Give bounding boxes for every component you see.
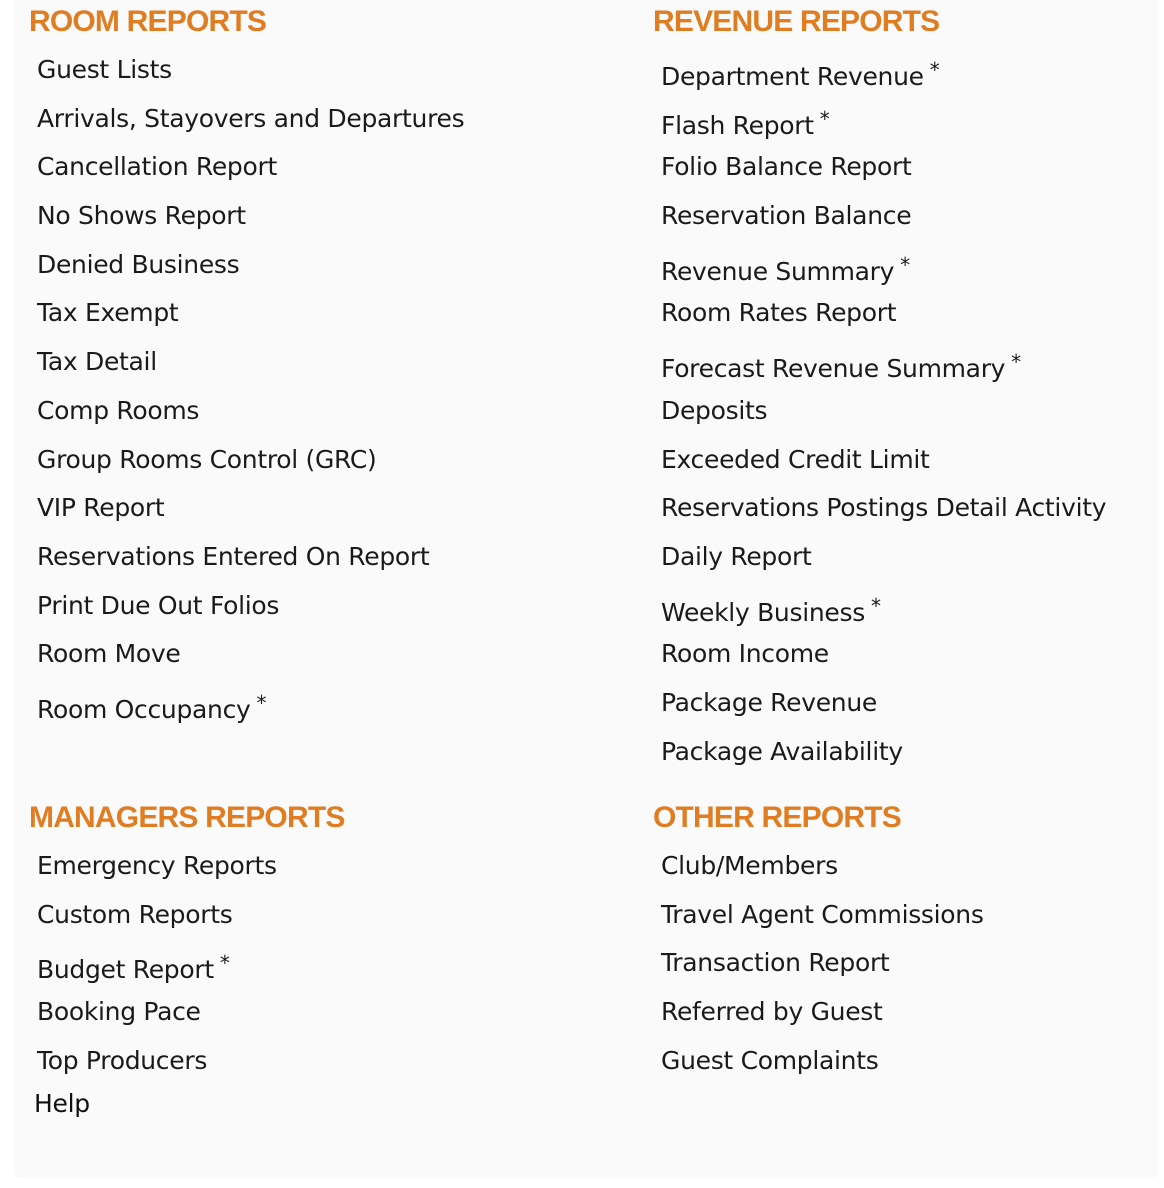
report-link-label: Guest Lists xyxy=(37,55,172,84)
report-link[interactable] xyxy=(661,632,1106,681)
report-link-label: Package Revenue xyxy=(661,687,877,717)
report-link-label: Reservations Postings Detail Activity xyxy=(661,493,1107,523)
report-link-label: Travel Agent Commissions xyxy=(661,899,984,929)
report-link[interactable] xyxy=(37,681,464,730)
report-link[interactable] xyxy=(661,438,1106,487)
report-link[interactable] xyxy=(661,486,1106,535)
report-link-label: Custom Reports xyxy=(37,899,233,929)
report-link-label: Budget Report xyxy=(37,955,214,985)
asterisk-marker: * xyxy=(900,252,910,277)
report-link[interactable] xyxy=(661,535,1106,584)
report-link-label: VIP Report xyxy=(37,493,165,523)
report-link-label: Denied Business xyxy=(37,249,240,279)
asterisk-marker: * xyxy=(1011,350,1021,375)
managers-reports-heading: MANAGERS REPORTS xyxy=(29,801,345,834)
report-link[interactable] xyxy=(661,681,1106,730)
report-link[interactable] xyxy=(661,584,1106,633)
room-reports-list xyxy=(37,48,464,730)
report-link-label: Club/Members xyxy=(661,851,838,880)
report-link[interactable] xyxy=(37,632,464,681)
report-link-label: Weekly Business xyxy=(661,597,865,627)
report-link[interactable] xyxy=(661,291,1106,340)
asterisk-marker: * xyxy=(929,58,940,82)
report-link[interactable] xyxy=(661,145,1106,194)
report-link[interactable] xyxy=(661,243,1106,292)
report-link[interactable] xyxy=(37,48,464,97)
report-link-label: Tax Exempt xyxy=(37,298,179,328)
revenue-reports-section xyxy=(653,2,1158,782)
report-link-label: Referred by Guest xyxy=(661,997,883,1027)
report-link[interactable] xyxy=(37,893,277,942)
report-link-label: Revenue Summary xyxy=(661,256,895,286)
room-reports-heading: ROOM REPORTS xyxy=(29,5,267,38)
report-link-label: Deposits xyxy=(661,395,768,425)
managers-reports-section xyxy=(29,798,609,1098)
report-link[interactable] xyxy=(37,389,464,438)
report-link-label: Group Rooms Control (GRC) xyxy=(37,444,377,474)
report-link-label: Reservation Balance xyxy=(661,201,912,231)
report-link[interactable] xyxy=(37,243,464,292)
report-link-label: Tax Detail xyxy=(37,347,157,377)
managers-reports-list xyxy=(37,844,277,1087)
report-link[interactable] xyxy=(661,990,984,1039)
other-reports-heading: OTHER REPORTS xyxy=(653,801,901,834)
report-link-label: Comp Rooms xyxy=(37,395,200,425)
asterisk-marker: * xyxy=(870,593,881,618)
report-link-label: Guest Complaints xyxy=(661,1045,879,1075)
report-link-label: Daily Report xyxy=(661,541,812,571)
report-link[interactable] xyxy=(37,535,464,584)
report-link-label: Room Income xyxy=(661,639,829,669)
report-link[interactable] xyxy=(661,844,984,893)
report-link[interactable] xyxy=(37,1039,277,1088)
revenue-reports-list xyxy=(661,48,1106,778)
report-link-label: Room Occupancy xyxy=(37,694,251,724)
report-link[interactable] xyxy=(661,97,1106,146)
report-link[interactable] xyxy=(37,584,464,633)
report-link-label: Forecast Revenue Summary xyxy=(661,354,1006,384)
report-link-label: Top Producers xyxy=(37,1045,208,1075)
report-link[interactable] xyxy=(37,340,464,389)
other-reports-list xyxy=(661,844,984,1087)
report-link-label: Arrivals, Stayovers and Departures xyxy=(37,103,465,133)
report-link[interactable] xyxy=(37,990,277,1039)
report-link-label: Flash Report xyxy=(661,110,814,140)
report-link-label: Room Rates Report xyxy=(661,298,897,328)
report-link[interactable] xyxy=(661,893,984,942)
report-link-label: No Shows Report xyxy=(37,201,246,231)
revenue-reports-heading: REVENUE REPORTS xyxy=(653,5,940,38)
report-link[interactable] xyxy=(37,291,464,340)
room-reports-section xyxy=(29,2,609,742)
report-link-label: Room Move xyxy=(37,639,181,669)
asterisk-marker: * xyxy=(219,951,230,976)
report-link-label: Folio Balance Report xyxy=(661,152,912,182)
report-link[interactable] xyxy=(37,941,277,990)
help-link[interactable]: Help xyxy=(34,1089,90,1118)
report-link-label: Transaction Report xyxy=(661,948,890,978)
report-link[interactable] xyxy=(661,389,1106,438)
report-link-label: Department Revenue xyxy=(661,62,924,91)
report-link-label: Reservations Entered On Report xyxy=(37,541,430,571)
asterisk-marker: * xyxy=(819,106,830,131)
report-link[interactable] xyxy=(661,340,1106,389)
report-link-label: Package Availability xyxy=(661,736,903,766)
other-reports-section xyxy=(653,798,1158,1098)
report-link-label: Booking Pace xyxy=(37,997,201,1027)
report-link[interactable] xyxy=(661,941,984,990)
report-link-label: Emergency Reports xyxy=(37,851,277,880)
report-link[interactable] xyxy=(37,486,464,535)
report-link[interactable] xyxy=(661,1039,984,1088)
report-link[interactable] xyxy=(37,97,464,146)
report-link[interactable] xyxy=(37,145,464,194)
report-link-label: Cancellation Report xyxy=(37,152,277,182)
report-link-label: Exceeded Credit Limit xyxy=(661,444,930,474)
report-link-label: Print Due Out Folios xyxy=(37,590,280,620)
report-link[interactable] xyxy=(37,844,277,893)
asterisk-marker: * xyxy=(256,690,267,715)
report-link[interactable] xyxy=(37,194,464,243)
report-link[interactable] xyxy=(37,438,464,487)
report-link[interactable] xyxy=(661,194,1106,243)
report-link[interactable] xyxy=(661,48,1106,97)
report-link[interactable] xyxy=(661,730,1106,779)
